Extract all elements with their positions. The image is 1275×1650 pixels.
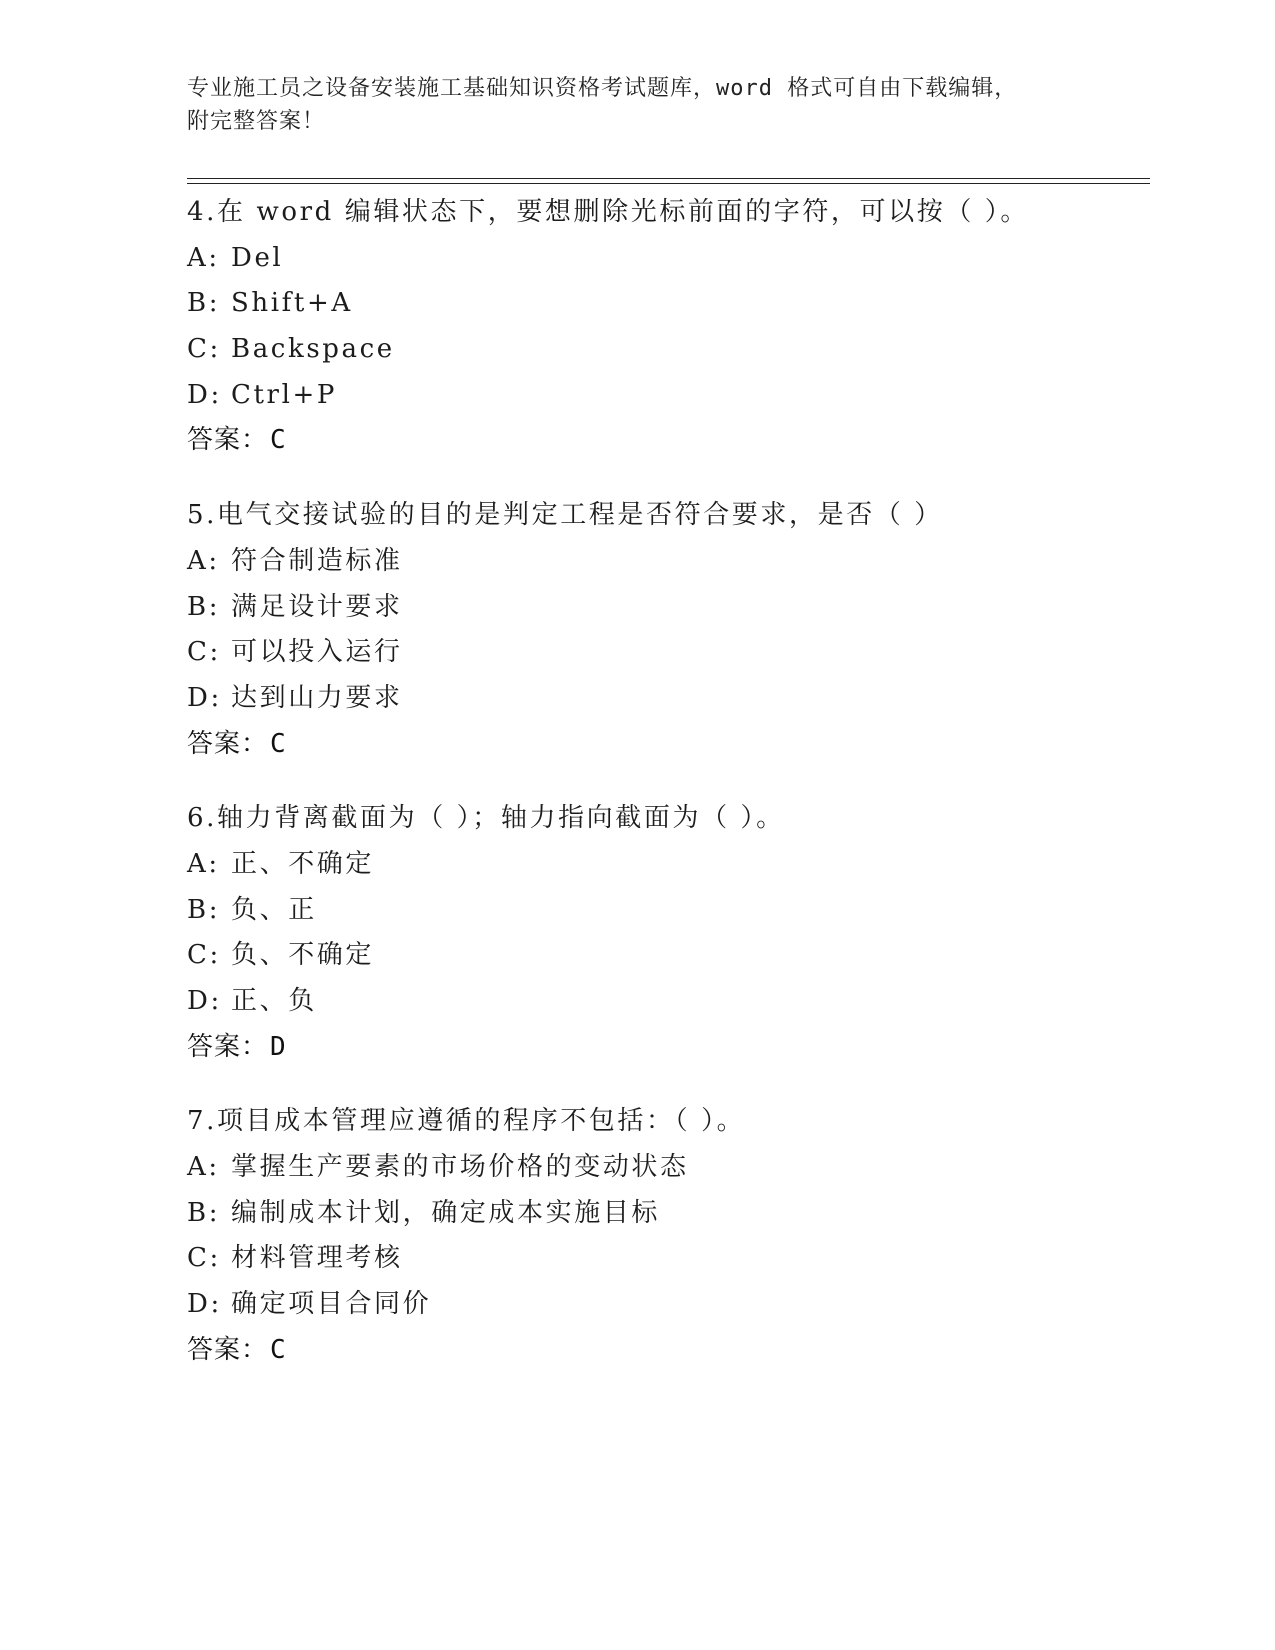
option-text: 负、正 [231,894,317,925]
answer-label: 答案： [187,728,269,759]
option-text: 编制成本计划，确定成本实施目标 [231,1197,661,1228]
header-line-1: 专业施工员之设备安装施工基础知识资格考试题库，word 格式可自由下载编辑， [187,76,1018,101]
question-stem: 6.轴力背离截面为（ ）；轴力指向截面为（ ）。 [187,803,785,834]
answer-value: D [270,1031,287,1062]
option-d [187,373,1147,419]
option-letter: D: [187,379,222,410]
option-letter: C: [187,1243,221,1274]
answer-value: C [270,1334,287,1365]
answer-line [187,722,1147,768]
option-d [187,676,1147,722]
option-b [187,888,1147,934]
question-stem: 5.电气交接试验的目的是判定工程是否符合要求，是否（ ） [187,500,943,531]
option-letter: C: [187,334,221,365]
option-b [187,281,1147,327]
answer-line [187,1025,1147,1071]
question-stem: 4.在 word 编辑状态下，要想删除光标前面的字符，可以按（ ）。 [187,197,1029,227]
option-c [187,933,1147,979]
option-letter: D: [187,986,222,1016]
option-a [187,539,1147,585]
question-block [187,796,1147,1070]
answer-value: C [270,728,287,759]
option-letter: B: [187,591,221,622]
option-letter: D: [187,1289,222,1320]
option-letter: D: [187,682,222,713]
answer-label: 答案： [187,425,269,456]
option-text: 正、不确定 [231,848,375,879]
option-a [187,1145,1147,1191]
option-text: 可以投入运行 [231,637,403,668]
option-b [187,1191,1147,1237]
option-letter: B: [187,894,221,925]
question-list [187,190,1147,1403]
option-letter: A: [187,1152,220,1183]
header-divider-top [187,178,1150,179]
option-text: 掌握生产要素的市场价格的变动状态 [231,1152,689,1183]
option-text: 符合制造标准 [231,545,403,576]
option-b [187,585,1147,631]
option-c [187,327,1147,373]
option-text: 确定项目合同价 [231,1289,432,1320]
option-a [187,236,1147,282]
header-divider-bottom [187,183,1150,184]
option-d [187,979,1147,1025]
answer-line [187,418,1147,464]
option-text: 达到山力要求 [231,682,403,713]
header-line-2: 附完整答案！ [187,109,326,134]
question-stem: 7.项目成本管理应遵循的程序不包括：（ ）。 [187,1106,746,1137]
answer-value: C [270,425,287,456]
option-letter: A: [187,242,220,273]
answer-line [187,1328,1147,1374]
option-letter: A: [187,545,220,576]
option-text: 满足设计要求 [231,591,403,622]
option-text: 正、负 [231,986,317,1016]
option-d [187,1282,1147,1328]
option-a [187,842,1147,888]
question-block [187,1099,1147,1373]
option-letter: B: [187,288,221,319]
option-c [187,630,1147,676]
option-text: 负、不确定 [231,940,375,971]
option-letter: A: [187,848,220,879]
option-letter: C: [187,940,221,971]
answer-label: 答案： [187,1334,269,1365]
answer-label: 答案： [187,1031,269,1062]
question-block [187,190,1147,464]
option-text: Ctrl+P [231,379,337,410]
option-text: Backspace [231,334,395,365]
option-c [187,1236,1147,1282]
option-text: Shift+A [231,288,353,319]
question-block [187,493,1147,767]
option-text: Del [231,242,284,273]
option-text: 材料管理考核 [231,1243,403,1274]
option-letter: B: [187,1197,221,1228]
option-letter: C: [187,637,221,668]
document-header [187,72,1087,138]
